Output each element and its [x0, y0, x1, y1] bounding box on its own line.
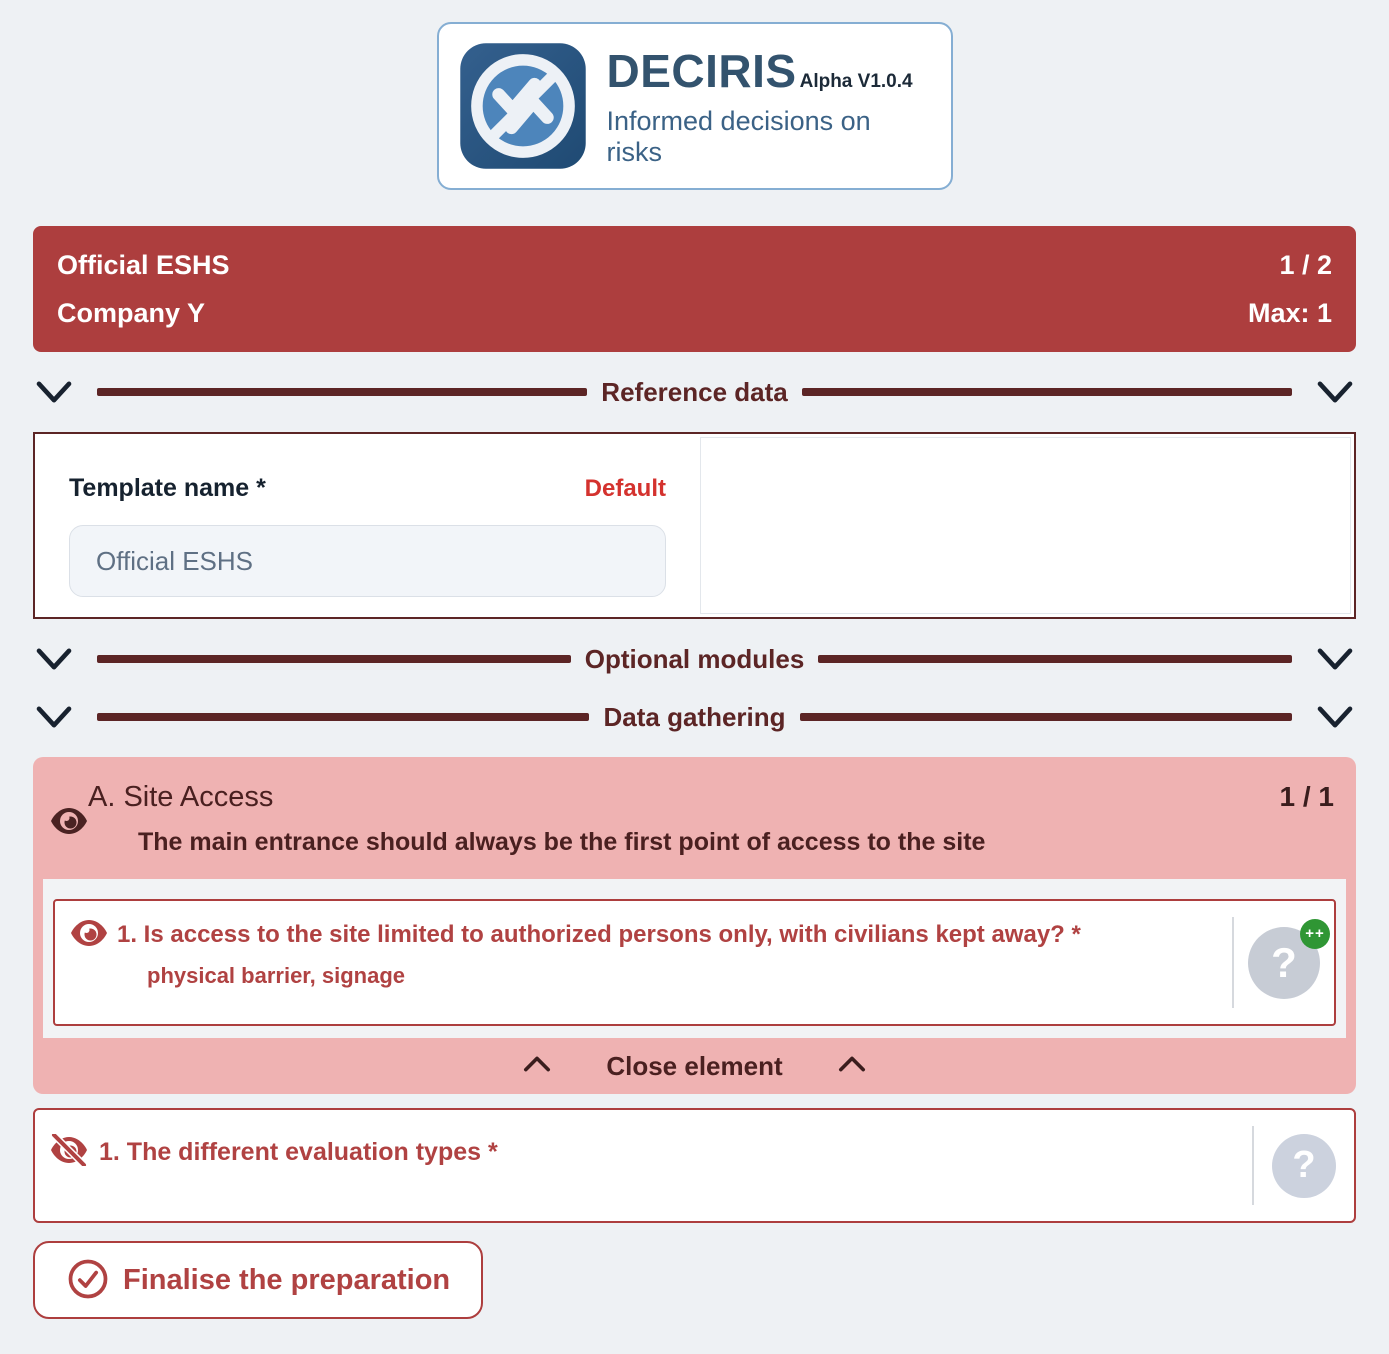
reference-data-panel: [33, 432, 1356, 619]
element-title: 1. The different evaluation types *: [99, 1138, 498, 1166]
divider-label: Optional modules: [584, 643, 805, 674]
reference-panel-empty-cell: [700, 437, 1351, 614]
divider-line: [800, 713, 1292, 721]
template-header-left: [57, 241, 230, 337]
chevron-down-icon[interactable]: [1314, 377, 1356, 407]
help-button[interactable]: [1248, 925, 1325, 999]
logo-text-block: [607, 44, 931, 168]
chevron-up-icon: [520, 1050, 554, 1083]
element-title: A. Site Access: [88, 781, 274, 813]
company-name: Company Y: [57, 298, 206, 328]
finalise-preparation-button[interactable]: [33, 1241, 483, 1319]
version-label: Alpha V1.0.4: [799, 71, 913, 92]
element-evaluation-types: [33, 1108, 1356, 1223]
app-logo-card: [437, 22, 953, 190]
chevron-down-icon[interactable]: [33, 644, 75, 674]
chevron-up-icon: [835, 1050, 869, 1083]
eye-slash-icon[interactable]: [49, 1134, 89, 1221]
element-content-area: [43, 879, 1346, 1038]
brand-name: DECIRIS: [606, 45, 797, 97]
plus-plus-badge: ++: [1300, 919, 1330, 949]
divider-label: Data gathering: [603, 701, 786, 732]
divider-line: [818, 655, 1292, 663]
divider-line: [97, 655, 571, 663]
element-header: [33, 757, 1356, 879]
help-cell: [1254, 1110, 1354, 1221]
close-element-label: Close element: [606, 1050, 783, 1081]
help-cell: [1234, 901, 1334, 1024]
default-link[interactable]: Default: [584, 475, 666, 502]
element-site-access: [33, 757, 1356, 1094]
template-header-bar: [33, 226, 1356, 352]
divider-reference-data: [33, 374, 1356, 410]
chevron-down-icon[interactable]: [33, 702, 75, 732]
element-counter: 1 / 1: [1279, 781, 1334, 812]
max-indicator: Max: 1: [1247, 298, 1332, 328]
question-body: [109, 901, 1232, 1024]
divider-line: [97, 388, 587, 396]
brand-tagline: Informed decisions on risks: [606, 106, 871, 167]
element-subtitle: The main entrance should always be the first point of access to the site: [138, 828, 986, 856]
question-mark-icon: ?: [1271, 938, 1297, 986]
finalise-button-label: Finalise the preparation: [123, 1263, 451, 1296]
question-mark-icon: ?: [1292, 1144, 1316, 1186]
template-name-input[interactable]: [69, 525, 666, 597]
close-element-button[interactable]: [33, 1038, 1356, 1094]
chevron-down-icon[interactable]: [1314, 644, 1356, 674]
eye-icon[interactable]: [49, 805, 89, 842]
deciris-logo-icon: [459, 42, 587, 170]
divider-data-gathering: [33, 699, 1356, 735]
divider-optional-modules: [33, 641, 1356, 677]
divider-label: Reference data: [601, 376, 788, 407]
template-name-label: Template name *: [69, 474, 266, 502]
help-button[interactable]: [1272, 1134, 1336, 1198]
question-text: 1. Is access to the site limited to authorized persons only, with civilians kept away? *: [117, 921, 1081, 948]
eye-icon[interactable]: [69, 917, 109, 1024]
divider-line: [97, 713, 589, 721]
template-header-right: [1248, 241, 1332, 337]
chevron-down-icon[interactable]: [33, 377, 75, 407]
circle-check-icon: [67, 1258, 109, 1303]
chevron-down-icon[interactable]: [1314, 702, 1356, 732]
page-counter: 1 / 2: [1279, 250, 1332, 280]
question-keywords: physical barrier, signage: [147, 963, 406, 988]
template-title: Official ESHS: [57, 250, 230, 280]
question-card: [53, 899, 1336, 1026]
divider-line: [802, 388, 1292, 396]
template-name-field-group: [35, 434, 697, 617]
